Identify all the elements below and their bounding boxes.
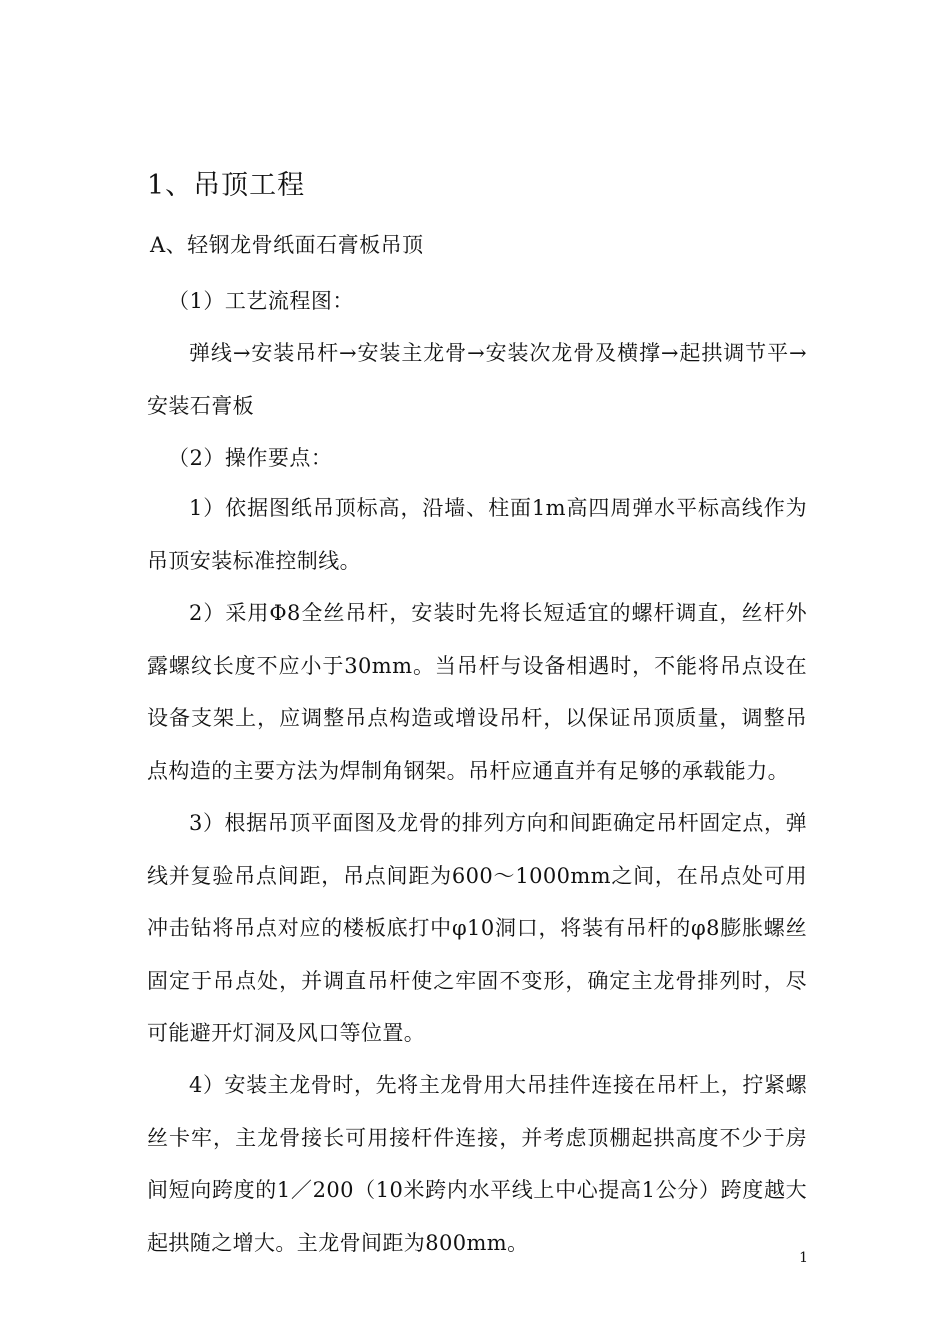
key-points-title: （2）操作要点： [168, 446, 333, 470]
process-flow-title: （1）工艺流程图： [168, 289, 354, 313]
page-number: 1 [799, 1250, 808, 1266]
key-point-4: 4）安装主龙骨时，先将主龙骨用大吊挂件连接在吊杆上，拧紧螺丝卡牢，主龙骨接长可用接杆件连接，并考虑顶棚起拱高度不少于房间短向跨度的1／200（10米跨内水平线上中心提高1公分）跨度越大起拱随之增大。主龙骨间距为800mm。 [147, 1073, 807, 1255]
key-point-2: 2）采用Φ8全丝吊杆，安装时先将长短适宜的螺杆调直，丝杆外露螺纹长度不应小于30mm。当吊杆与设备相遇时，不能将吊点设在设备支架上，应调整吊点构造或增设吊杆，以保证吊顶质量，调整吊点构造的主要方法为焊制角钢架。吊杆应通直并有足够的承载能力。 [147, 601, 807, 783]
key-point-3: 3）根据吊顶平面图及龙骨的排列方向和间距确定吊杆固定点，弹线并复验吊点间距，吊点间距为600～1000mm之间，在吊点处可用冲击钻将吊点对应的楼板底打中φ10洞口，将装有吊杆的φ8膨胀螺丝固定于吊点处，并调直吊杆使之牢固不变形，确定主龙骨排列时，尽可能避开灯洞及风口等位置。 [147, 811, 807, 1045]
section-heading: 1、吊顶工程 [147, 170, 306, 201]
subsection-heading: A、轻钢龙骨纸面石膏板吊顶 [150, 233, 424, 257]
process-flow-text: 弹线→安装吊杆→安装主龙骨→安装次龙骨及横撑→起拱调节平→安装石膏板 [147, 341, 807, 418]
key-point-1: 1）依据图纸吊顶标高，沿墙、柱面1m高四周弹水平标高线作为吊顶安装标准控制线。 [147, 496, 807, 573]
